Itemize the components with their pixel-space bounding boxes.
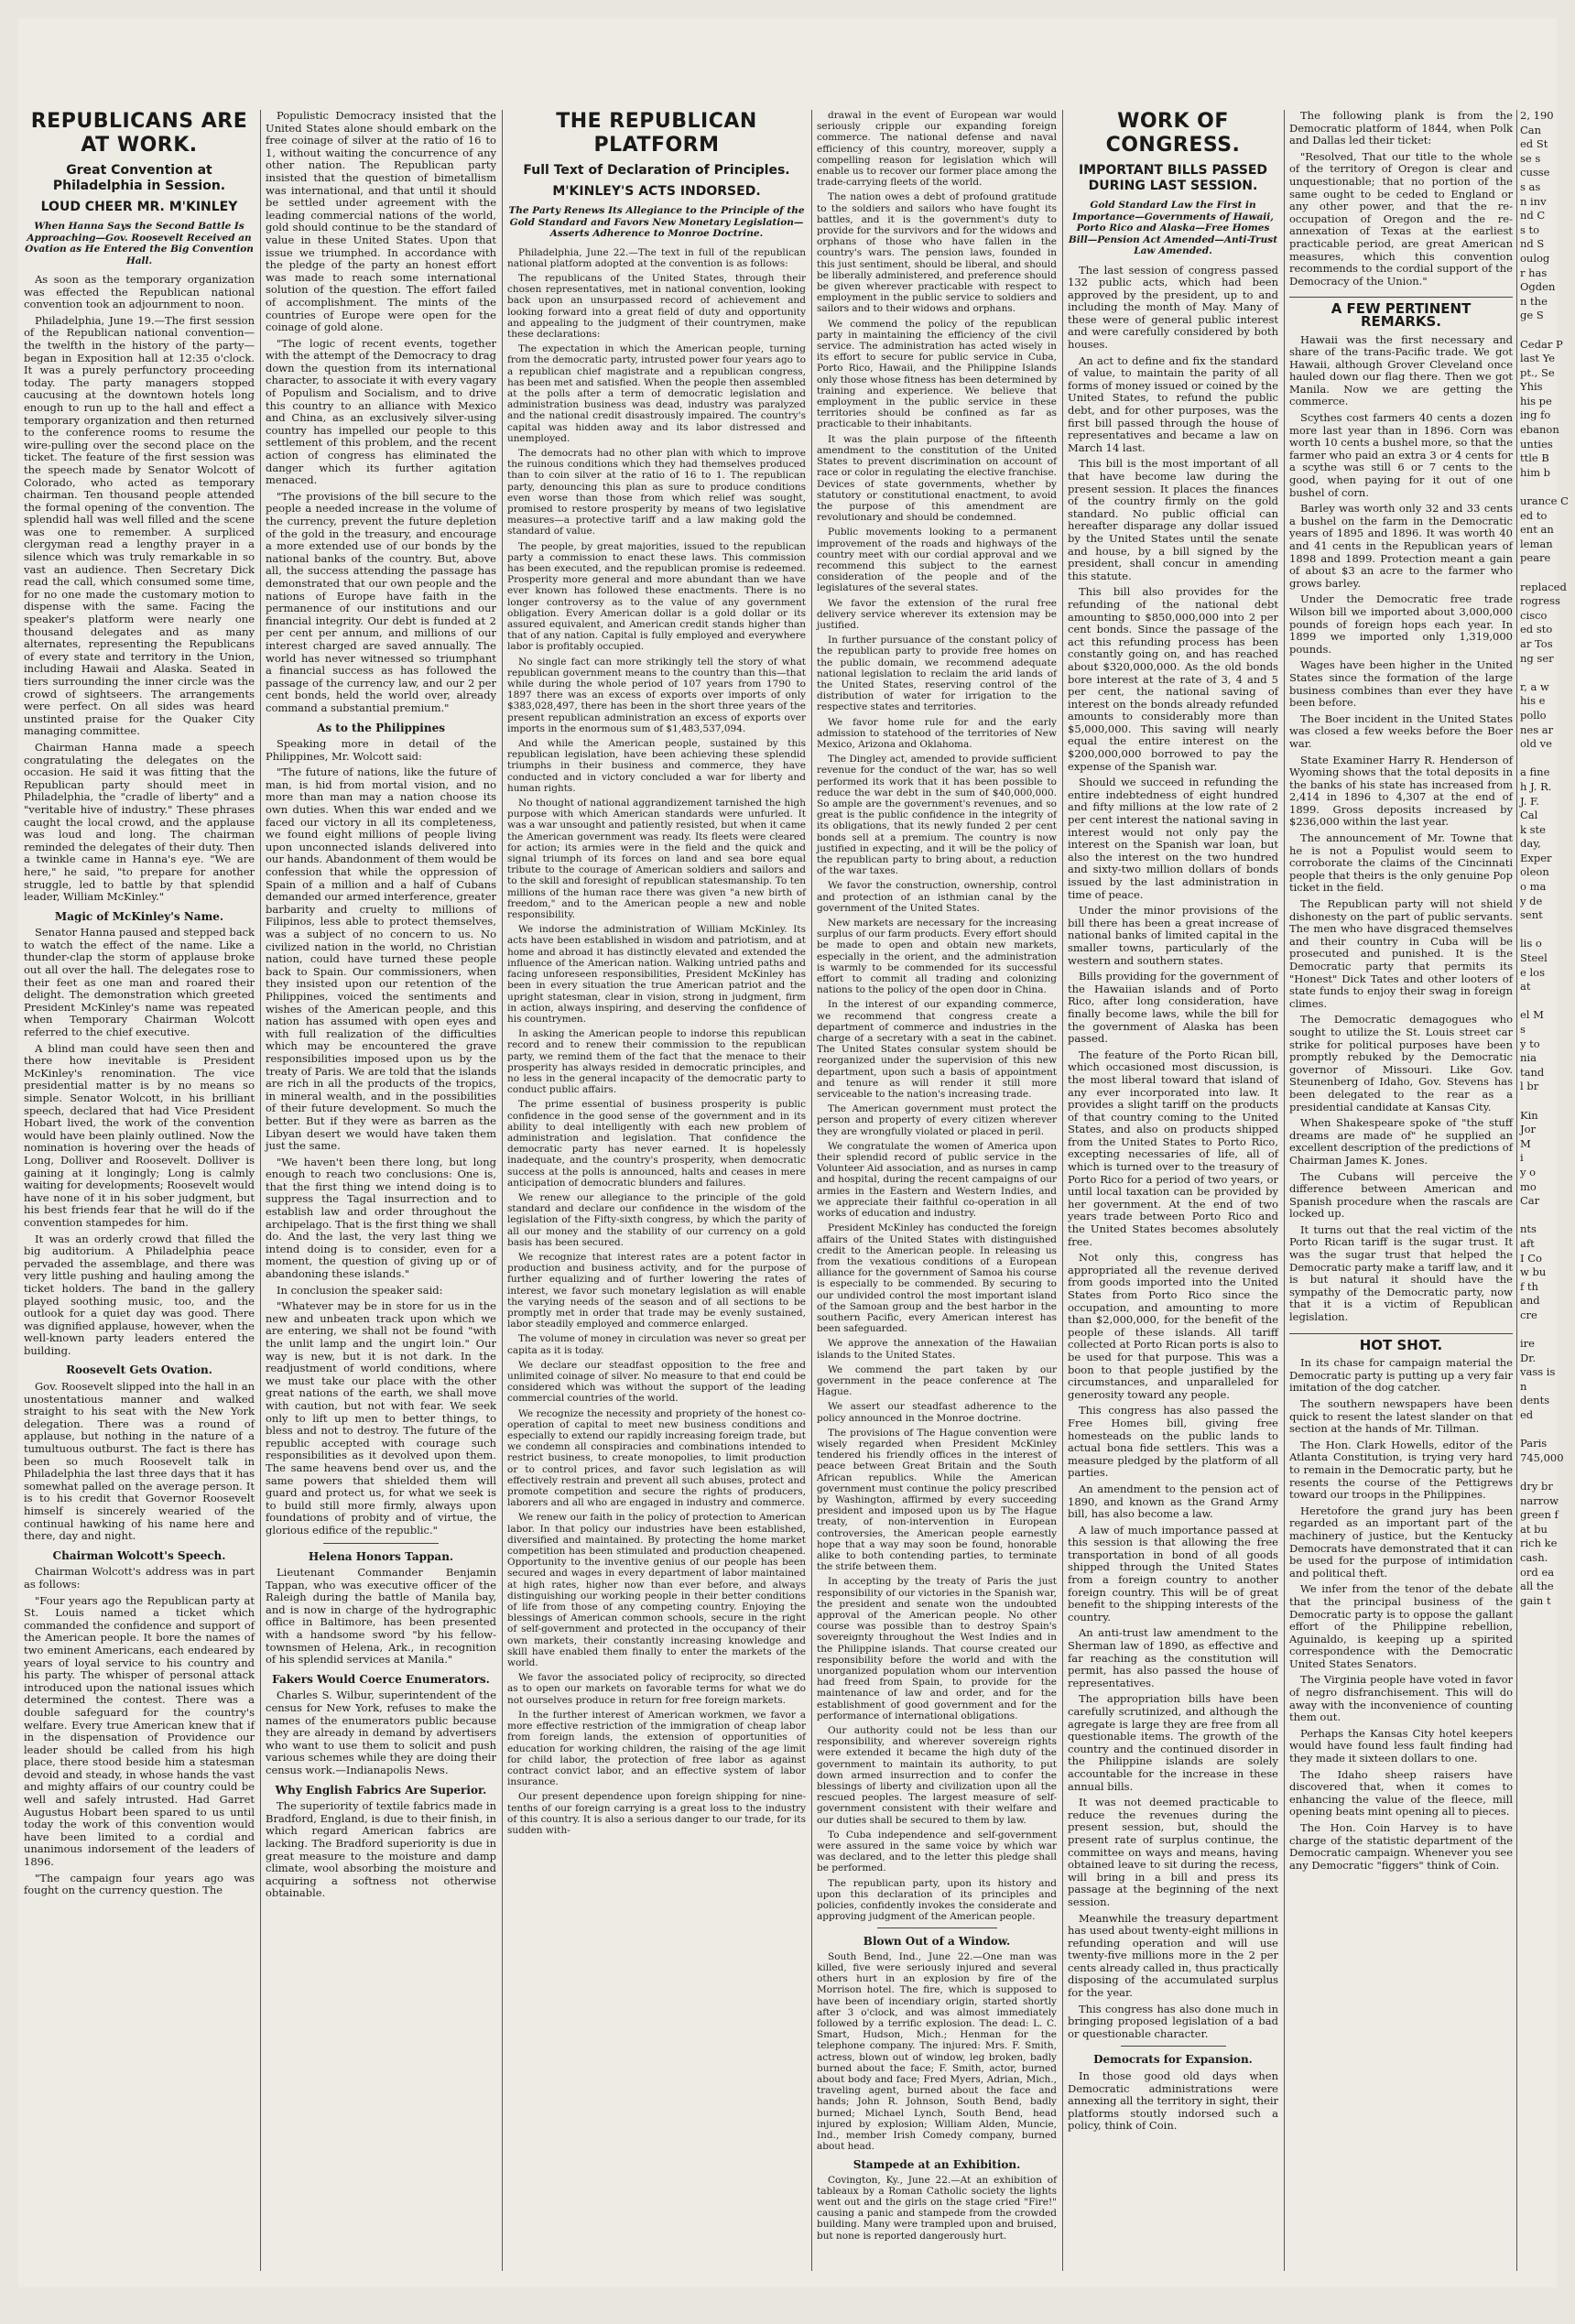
edge-line: n (1520, 1379, 1527, 1393)
article-paragraph: Populistic Democracy insisted that the United States alone should embark on the free coinage of silver at the ratio of 16 to 1, without waiting the concurrence of any other nation. The Republican party insisted that the question of bimetallism was international, and that until it should be settled under agreement with the leading commercial nations of the world, gold should continue to be the standard of value in these United States. Upon that issue we triumphed. In accordance with the pledge of the party an honest effort was made to reach some international solution of the question. The effort failed of accomplishment. The mints of the countries of Europe were open for the coinage of gold alone. (266, 109, 496, 334)
article-paragraph: Gov. Roosevelt slipped into the hall in an unostentatious manner and walked straight to his seat with the New York delegation. There was a round of applause, but nothing in the nature of a tumultuous outburst. The fact is there has been so much Roosevelt talk in Philadelphia the last three days that it has somewhat palled on the average person. It is to his credit that Governor Roosevelt himself is sincerely wearied of the continual hawking of his name here and there, day and night. (24, 1380, 255, 1543)
article-paragraph: "Whatever may be in store for us in the new and unbeaten track upon which we are entering, we shall not be found "with the unlit lamp and the ungirt loin." Our way is new, but it is not dark. In the readjustment of world conditions, where we must take our place with the other great nations of the earth, we shall move with caution, but not with fear. We seek only to lift up men to better things, to bless and not to destroy. The future of the republic accepted with courage such responsibilities as it devolved upon them. The same heavens bend over us, and the same powers that shielded them will guard and protect us, for what we seek is to build still more firmly, always upon foundations of probity and of virtue, the glorious edifice of the republic." (266, 1299, 496, 1537)
article-paragraph: The volume of money in circulation was never so great per capita as it is today. (507, 1333, 806, 1356)
article-paragraph: The prime essential of business prosperity is public confidence in the good sense of the government and in its ability to deal intelligently with each new problem of administration and legislation. That confidence the democratic party has never earned. It is hopelessly inadequate, and the country's prosperity, when democratic success at the polls is announced, halts and ceases in mere anticipation of democratic blunders and failures. (507, 1099, 806, 1189)
article-paragraph: In further pursuance of the constant policy of the republican party to provide free homes on the public domain, we recommend adequate national legislation to reclaim the arid lands of the United States, reserving control of the distribution of water for irrigation to the respective states and territories. (817, 635, 1057, 713)
article-paragraph: Chairman Hanna made a speech congratulating the delegates on the occasion. He said it was fitting that the Republican party should meet in Philadelphia, the "cradle of liberty" and a "veritable hive of industry." These phrases caught the local crowd, and the applause was loud and long. The chairman reminded the delegates of their duty. Then a twinkle came in Hanna's eye. "We are here," he said, "to prepare for another struggle, led to battle by that splendid leader, William McKinley." (24, 740, 255, 904)
edge-line: day, (1520, 837, 1541, 851)
article-paragraph: The feature of the Porto Rican bill, which occasioned most discussion, is the most liberal toward that island of any ever incorporated into law. It provides a slight tariff on the products of that country coming to the United States, and also on products shipped from the United States to Porto Rico, excepting necessaries of life, all of which is turned over to the treasury of Porto Rico for a period of two years, or until local taxation can be provided by her government. At the end of two years trade between Porto Rico and the United States becomes absolutely free. (1068, 1048, 1278, 1248)
edge-line: Yhis (1520, 380, 1543, 394)
subhead-mckinley-acts: M'KINLEY'S ACTS INDORSED. (552, 184, 761, 199)
edge-line (1520, 324, 1557, 337)
article-paragraph: The expectation in which the American people, turning from the democratic party, intrusted power four years ago to a republican chief magistrate and a republican congress, has been met and satisfied. When the people then assembled at the polls after a term of democratic legislation and administration business was dead, industry was paralyzed and the national credit disastrously impaired. The country's capital was hidden away and its labor distressed and unemployed. (507, 343, 806, 444)
edge-line: y to (1520, 1037, 1540, 1050)
article-paragraph: The people, by great majorities, issued to the republican party a commission to enact these laws. This commission has been executed, and the republican promise is redeemed. Prosperity more general and more abundant than we have ever known has followed these enactments. There is no longer controversy as to the value of any government obligation. Every American dollar is a gold dollar or its assured equivalent, and American credit stands higher than that of any nation. Capital is fully employed and everywhere labor is profitably occupied. (507, 540, 806, 653)
edge-line: n inv (1520, 194, 1547, 208)
article-paragraph: Philadelphia, June 22.—The text in full of the republican national platform adopted at the convention is as follows: (507, 246, 806, 269)
article-paragraph: "We haven't been there long, but long enough to reach two conclusions: One is, that the first thing we intend doing is to suppress the Tagal insurrection and to establish law and order throughout the archipelago. That is the first thing we shall do. And the last, the very last thing we intend doing is to consider, even for a moment, the question of giving up or of abandoning these islands." (266, 1155, 496, 1281)
column-republicans-at-work (24, 110, 255, 2271)
edge-line (1520, 1210, 1557, 1222)
edge-line: M (1520, 1136, 1531, 1150)
article-paragraph: It was the plain purpose of the fifteenth amendment to the constitution of the United States to prevent discrimination on account of race or color in regulating the elective franchise. Devices of state governments, whether by statutory or constitutional enactment, to avoid the purpose of this amendment are revolutionary and should be condemned. (817, 433, 1057, 524)
edge-line: tand (1520, 1065, 1545, 1079)
edge-line: s as (1520, 179, 1541, 193)
article-paragraph: In those good old days when Democratic administrations were annexing all the territory in sight, their platforms stoutly indorsed such a policy, think of Coin. (1068, 2069, 1278, 2133)
article-paragraph: Wages have been higher in the United States since the formation of the large business combines than ever they have been before. (1289, 658, 1513, 710)
headline-republicans-at-work: REPUBLICANS ARE AT WORK. (30, 110, 248, 157)
article-paragraph: We recognize the necessity and propriety of the honest co-operation of capital to meet new business conditions and especially to extend our rapidly increasing foreign trade, but we condemn all conspiracies and combinations intended to restrict business, to create monopolies, to limit production or to control prices, and favor such legislation as will effectively restrain and prevent all such abuses, protect and promote competition and secure the rights of producers, laborers and all who are engaged in industry and commerce. (507, 1407, 806, 1509)
article-paragraph: We renew our allegiance to the principle of the gold standard and declare our confidence in the wisdom of the legislation of the Fifty-sixth congress, by which the parity of all our money and the stability of our currency on a gold basis has been secured. (507, 1191, 806, 1248)
edge-line (1520, 1095, 1557, 1108)
edge-line: replaced (1520, 580, 1567, 593)
section-head: Fakers Would Coerce Enumerators. (272, 1672, 490, 1686)
section-head: Why English Fabrics Are Superior. (275, 1783, 487, 1797)
article-paragraph: Our present dependence upon foreign shipping for nine-tenths of our foreign carrying is a great loss to the industry of this country. It is also a serious danger to our trade, for its sudden with- (507, 1791, 806, 1836)
edge-line: pt., Se (1520, 365, 1555, 379)
edge-line: ord ea (1520, 1565, 1555, 1579)
edge-line: sent (1520, 908, 1543, 922)
article-paragraph: We favor home rule for and the early admission to statehood of the territories of New Mexico, Arizona and Oklahoma. (817, 716, 1057, 750)
subhead-cheer: LOUD CHEER MR. M'KINLEY (40, 200, 238, 214)
article-paragraph: Scythes cost farmers 40 cents a dozen more last year than in 1896. Corn was worth 10 cents a bushel more, so that the farmer who paid an extra 3 or 4 cents for a scythe was still 6 or 7 cents to the good, when paying for it out of one bushel of corn. (1289, 411, 1513, 499)
article-paragraph: Under the minor provisions of the bill there has been a great increase of national banks of limited capital in the smaller towns, particularly of the western and southern states. (1068, 904, 1278, 967)
edge-line: el M (1520, 1008, 1544, 1022)
article-paragraph: Public movements looking to a permanent improvement of the roads and highways of the country meet with our cordial approval and we recommend this subject to the earnest consideration of the people and of the legislatures of the several states. (817, 527, 1057, 594)
edge-line: o ma (1520, 880, 1547, 894)
article-paragraph: We favor the associated policy of reciprocity, so directed as to open our markets on favorable terms for what we do not ourselves produce in return for free foreign markets. (507, 1672, 806, 1706)
edge-line: f th (1520, 1279, 1538, 1293)
article-paragraph: We infer from the tenor of the debate that the principal business of the Democratic party is to oppose the gallant effort of the Philippine rebellion, Aguinaldo, is keeping up a spirited correspondence with the Democratic United States Senators. (1289, 1582, 1513, 1670)
article-paragraph: Chairman Wolcott's address was in part as follows: (24, 1565, 255, 1591)
edge-line: dents (1520, 1394, 1550, 1407)
edge-line: nia (1520, 1051, 1537, 1065)
edge-line: ent an (1520, 523, 1554, 537)
article-paragraph: We assert our steadfast adherence to the policy announced in the Monroe doctrine. (817, 1401, 1057, 1424)
edge-line: his pe (1520, 394, 1552, 407)
edge-line: Exper (1520, 851, 1552, 864)
edge-line: cisco (1520, 608, 1548, 622)
article-paragraph: The Boer incident in the United States was closed a few weeks before the Boer war. (1289, 711, 1513, 750)
edge-line: Car (1520, 1194, 1540, 1208)
edge-line: ire (1520, 1337, 1535, 1351)
section-head: Magic of McKinley's Name. (54, 909, 224, 923)
section-head: Stampede at an Exhibition. (853, 2158, 1021, 2172)
deck-gold-standard-law: Gold Standard Law the First in Importance—Governments of Hawaii, Porto Rico and Alaska—Free Homes Bill—Pension Act Amended—Anti-Trust Law Amended. (1068, 200, 1278, 256)
edge-line: ed sto (1520, 623, 1553, 636)
article-paragraph: The last session of congress passed 132 public acts, which had been approved by the president, up to and including the month of May. Many of these were of general public interest and were carefully considered by both houses. (1068, 263, 1278, 352)
article-paragraph: No thought of national aggrandizement tarnished the high purpose with which American standards were unfurled. It was a war unsought and patiently resisted, but when it came the American government was ready. Its fleets were cleared for action; its armies were in the field and the quick and signal triumph of its forces on land and sea bore equal tribute to the courage of American soldiers and sailors and to the skill and foresight of republican statesmanship. To ten millions of the human race there was given "a new birth of freedom," and to the American people a new and noble responsibility. (507, 798, 806, 921)
article-paragraph: A law of much importance passed at this session is that allowing the free transportation in bond of all goods shipped through the United States from a foreign country to another foreign country. This will be of great benefit to the shipping interests of the country. (1068, 1523, 1278, 1624)
edge-line: dry br (1520, 1480, 1553, 1493)
article-paragraph: We favor the construction, ownership, control and protection of an isthmian canal by the government of the United States. (817, 880, 1057, 914)
article-paragraph: "Four years ago the Republican party at St. Louis named a ticket which commanded the confidence and support of the American people. It bore the names of two eminent Americans, each endeared by years of loyal service to his country and his party. The whisper of personal attack introduced upon the national issues which determined the contest. There was a double safeguard for the country's welfare. Every true American knew that if in the dispensation of Providence our leader should be called from his high place, there stood beside him a statesman devoid and steady, in whose hands the vast and mighty affairs of our country could be well and safely intrusted. Had Garret Augustus Hobart been spared to us until today the work of this convention would have been limited to a cordial and unanimous indorsement of the leaders of 1896. (24, 1593, 255, 1869)
article-paragraph: The republican party, upon its history and upon this declaration of its principles and policies, confidently invokes the considerate and approving judgment of the American people. (817, 1877, 1057, 1923)
article-paragraph: The Virginia people have voted in favor of negro disfranchisement. This will do away with the inconvenience of counting them out. (1289, 1673, 1513, 1724)
deck-gold-standard: The Party Renews Its Allegiance to the Principle of the Gold Standard and Favors New Monetary Legislation—Asserts Adherence to Monroe Doctrine. (508, 205, 805, 239)
article-paragraph: "Resolved, That our title to the whole of the territory of Oregon is clear and unquestionable; that no portion of the same ought to be ceded to England or any other power, and that the re-occupation of Oregon and the re-annexation of Texas at the earliest practicable period, are great American measures, which this convention recommends to the cordial support of the Democracy of the Union." (1289, 149, 1513, 288)
edge-line: w bu (1520, 1265, 1547, 1279)
article-paragraph: Hawaii was the first necessary and share of the trans-Pacific trade. We got Hawaii, although Grover Cleveland once hauled down our flag there. Then we got Manila. Now we are getting the commerce. (1289, 332, 1513, 408)
article-paragraph: The Hon. Coin Harvey is to have charge of the statistic department of the Democratic campaign. Whenever you see any Democratic "figgers" think of Coin. (1289, 1821, 1513, 1872)
article-paragraph: We favor the extension of the rural free delivery service wherever its extension may be justified. (817, 597, 1057, 631)
edge-line: old ve (1520, 737, 1552, 751)
edge-line: Cedar P (1520, 337, 1563, 351)
section-head: Democrats for Expansion. (1093, 2053, 1253, 2067)
edge-line: last Ye (1520, 352, 1556, 365)
edge-line (1520, 667, 1557, 679)
article-paragraph: In the interest of our expanding commerce, we recommend that congress create a department of commerce and industries in the charge of a secretary with a seat in the cabinet. The United States consular system should be reorganized under the supervision of this new department, upon such a basis of appointment and tenure as will render it still more serviceable to the nation's increasing trade. (817, 999, 1057, 1101)
article-paragraph: We indorse the administration of William McKinley. Its acts have been established in wisdom and patriotism, and at home and abroad it has distinctly elevated and extended the influence of the American nation. Walking untried paths and facing unforeseen responsibilities, President McKinley has been in every situation the true American patriot and the upright statesman, clear in vision, strong in judgment, firm in action, always inspiring, and deserving the confidence of his countrymen. (507, 924, 806, 1025)
article-paragraph: Perhaps the Kansas City hotel keepers would have found less fault finding had they made it sixteen dollars to one. (1289, 1726, 1513, 1765)
edge-line: lis o (1520, 937, 1542, 950)
edge-line (1520, 567, 1557, 580)
column-work-of-congress (1068, 110, 1278, 2271)
edge-line: urance C (1520, 494, 1569, 508)
section-head: Chairman Wolcott's Speech. (52, 1548, 226, 1562)
edge-line: Steel (1520, 951, 1548, 965)
article-paragraph: Senator Hanna paused and stepped back to watch the effect of the name. Like a thunder-clap the storm of applause broke out all over the hall. The delegates rose to their feet as one man and roared their delight. The demonstration which greeted President McKinley's name was repeated when Temporary Chairman Wolcott referred to the chief executive. (24, 926, 255, 1039)
edge-line: him b (1520, 465, 1551, 479)
article-paragraph: "The logic of recent events, together with the attempt of the Democracy to drag down the question from its international character, to associate it with every vagary of Populism and Socialism, and to drive this country to an alliance with Mexico and China, as an exclusively silver-using country has impelled our people to this settlement of this problem, and the recent action of congress has eliminated the danger which its further agitation menaced. (266, 336, 496, 487)
article-paragraph: It was not deemed practicable to reduce the revenues during the present session, but, should the present rate of surplus continue, the committee on ways and means, having obtained leave to sit during the recess, will bring in a bill and press its passage at the beginning of the next session. (1068, 1796, 1278, 1908)
edge-line: at (1520, 980, 1531, 994)
edge-line: s to (1520, 223, 1540, 236)
edge-line: his e (1520, 694, 1546, 708)
edge-line: ed (1520, 1408, 1534, 1422)
article-paragraph: The Cubans will perceive the difference between American and Spanish procedure when the rascals are locked up. (1289, 1169, 1513, 1221)
edge-line: s (1520, 1023, 1526, 1036)
article-paragraph: The nation owes a debt of profound gratitude to the soldiers and sailors who have fought its battles, and it is the government's duty to provide for the survivors and for the widows and orphans of those who have fallen in the country's wars. The pension laws, founded in this just sentiment, should be liberal, and should be liberally administered, and preference should be given wherever practicable with respect to employment in the public service to soldiers and sailors and to their widows and orphans. (817, 191, 1057, 315)
edge-line: nd S (1520, 237, 1545, 251)
column-platform-continued (817, 110, 1057, 2271)
edge-line: h J. R. (1520, 779, 1552, 793)
edge-line: aft (1520, 1236, 1535, 1250)
edge-line: green f (1520, 1508, 1559, 1522)
article-paragraph: We renew our faith in the policy of protection to American labor. In that policy our industries have been established, diversified and maintained. By protecting the home market competition has been stimulated and production cheapened. Opportunity to the inventive genius of our people has been secured and wages in every department of labor maintained at high rates, higher now than ever before, and always distinguishing our working people in their better conditions of life from those of any competing country. Enjoying the blessings of American common schools, secure in the right of self-government and protected in the occupancy of their own markets, their constantly increasing knowledge and skill have enabled them finally to enter the markets of the world. (507, 1512, 806, 1669)
column-rule (1516, 110, 1517, 2271)
edge-line: oulog (1520, 251, 1550, 265)
article-paragraph: A blind man could have seen then and there how inevitable is President McKinley's renomination. The vice presidential matter is by no means so simple. Senator Wolcott, in his brilliant speech, declared that had Vice President Hobart lived, the work of the convention would have been plainly outlined. Now the nomination is hovering over the heads of Long, Dolliver and Roosevelt. Dolliver is gaining at it longingly; Long is calmly waiting for developments; Roosevelt would have none of it in his sober judgment, but his best friends fear that he will do if the convention stampedes for him. (24, 1041, 255, 1229)
edge-line: ed to (1520, 508, 1548, 522)
article-paragraph: In conclusion the speaker said: (277, 1283, 443, 1297)
subhead-full-text: Full Text of Declaration of Principles. (523, 163, 790, 178)
edge-line: 745,000 (1520, 1450, 1564, 1464)
section-head-hot-shot: HOT SHOT. (1289, 1333, 1513, 1352)
section-head: Helena Honors Tappan. (308, 1549, 454, 1563)
section-head: Roosevelt Gets Ovation. (66, 1363, 212, 1377)
article-paragraph: Our authority could not be less than our responsibility, and wherever sovereign rights were extended it became the high duty of the government to maintain its authority, to put down armed insurrection and to confer the blessings of liberty and civilization upon all the rescued peoples. The largest measure of self-government consistent with their welfare and our duties shall be secured to them by law. (817, 1725, 1057, 1826)
article-paragraph: "The campaign four years ago was fought on the currency question. The (24, 1871, 255, 1897)
article-paragraph: South Bend, Ind., June 22.—One man was killed, five were seriously injured and several others hurt in an explosion by fire of the Morrison hotel. The fire, which is supposed to have been of incendiary origin, started shortly after 3 o'clock, and was almost immediately followed by a terrific explosion. The dead: L. C. Smart, Hudson, Mich.; Henman for the telephone company. The injured: Mrs. F. Smith, actress, blown out of window, leg broken, badly burned about the face; F. Smith, actor, burned about body and face; Fred Myers, Adrian, Mich., traveling agent, burned about the face and hands; John R. Johnson, South Bend, badly burned; Michael Lynch, South Bend, head injured by explosion; William Alden, Muncie, Ind., member Irish Comedy company, burned about head. (817, 1950, 1057, 2153)
article-paragraph: When Shakespeare spoke of "the stuff dreams are made of" he supplied an excellent description of the predictions of Chairman James K. Jones. (1289, 1116, 1513, 1167)
article-paragraph: The provisions of The Hague convention were wisely regarded when President McKinley tendered his friendly offices in the interest of peace between Great Britain and the South African republics. While the American government must continue the policy prescribed by Washington, affirmed by every succeeding president and imposed upon us by The Hague treaty, of non-intervention in European controversies, the American people earnestly hope that a way may soon be found, honorable alike to both contending parties, to terminate the strife between them. (817, 1427, 1057, 1573)
column-rule (811, 110, 812, 2271)
article-paragraph: Bills providing for the government of the Hawaiian islands and of Porto Rico, after long consideration, have finally become laws, while the bill for the government of Alaska has been passed. (1068, 970, 1278, 1046)
article-paragraph: Heretofore the grand jury has been regarded as an important part of the machinery of justice, but the Kentucky Democrats have demonstrated that it can be used for the purpose of intimidation and political theft. (1289, 1504, 1513, 1580)
article-paragraph: Barley was worth only 32 and 33 cents a bushel on the farm in the Democratic years of 1895 and 1896. It was worth 40 and 41 cents in the Republican years of 1898 and 1899. Protection meant a gain of about $3 an acre to the farmer who grows barley. (1289, 502, 1513, 590)
article-paragraph: We recognize that interest rates are a potent factor in production and business activity, and for the purpose of further equalizing and of further lowering the rates of interest, we favor such monetary legislation as will enable the varying needs of the season and of all sections to be promptly met in order that trade may be evenly sustained, labor steadily employed and commerce enlarged. (507, 1251, 806, 1330)
article-paragraph: The Republican party will not shield dishonesty on the part of public servants. The men who have disgraced themselves and their country in Cuba will be prosecuted and punished. It is the Democratic party that permits its "Honest" Dick Tates and other looters of state funds to enjoy their swag in foreign climes. (1289, 897, 1513, 1010)
divider (1121, 2046, 1226, 2047)
article-paragraph: Philadelphia, June 19.—The first session of the Republican national convention—the twelfth in the history of the party—began in Exposition hall at 12:35 o'clock. It was a purely perfunctory proceeding today. The party managers stopped caucusing at the downtown hotels long enough to run up to the hall and effect a temporary organization and then returned to the conference rooms to resume the wire-pulling over the second place on the ticket. The feature of the first session was the speech made by Senator Wolcott of Colorado, who acted as temporary chairman. Ten thousand people attended the formal opening of the convention. The splendid hall was well filled and the scene was one to remember. A surpliced clergyman read a lengthy prayer in a silence which was truly remarkable in so vast an audience. Then Secretary Dick read the call, which consumed some time, for no one made the customary motion to dispense with the same. Facing the speaker's platform were nearly one thousand delegates and as many alternates, representing the Republicans of every state and territory in the Union, including Hawaii and Alaska. Seated in tiers surrounding the inner circle was the crowd of sightseers. The arrangements were perfect. On all sides was heard unstinted praise for the Quaker City managing committee. (24, 313, 255, 738)
edge-line: i (1520, 1151, 1524, 1165)
edge-line: nd C (1520, 209, 1546, 223)
article-paragraph: The democrats had no other plan with which to improve the ruinous conditions which they had themselves produced than to coin silver at the ratio of 16 to 1. The republican party, denouncing this plan as sure to produce conditions even worse than those from which relief was sought, promised to restore prosperity by means of two legislative measures—a protective tariff and a law making gold the standard of value. (507, 447, 806, 538)
edge-line: ar Tos (1520, 636, 1553, 650)
column-rule (502, 110, 503, 2271)
article-paragraph: New markets are necessary for the increasing surplus of our farm products. Every effort should be made to open and obtain new markets, especially in the orient, and the administration is warmly to be commended for its successful effort to commit all trading and colonizing nations to the policy of the open door in China. (817, 918, 1057, 996)
article-paragraph: This bill is the most important of all that have become law during the present session. It places the finances of the country firmly on the gold standard. No public official can hereafter disparage any dollar issued by the United States until the senate and house, by a bill signed by the president, shall concur in amending this statute. (1068, 457, 1278, 582)
article-paragraph: We congratulate the women of America upon their splendid record of public service in the Volunteer Aid association, and as nurses in camp and hospital, during the recent campaigns of our armies in the Eastern and Western Indies, and we appreciate their faithful co-operation in all works of education and industry. (817, 1140, 1057, 1220)
column-pertinent-remarks (1289, 110, 1513, 2271)
edge-line: cash. (1520, 1550, 1548, 1564)
edge-line: cre (1520, 1308, 1537, 1321)
article-paragraph: We declare our steadfast opposition to the free and unlimited coinage of silver. No measure to that end could be considered which was without the support of the leading commercial countries of the world. (507, 1359, 806, 1405)
article-paragraph: The announcement of Mr. Towne that he is not a Populist would seem to corroborate the claims of the Cincinnati people that theirs is the only genuine Pop ticket in the field. (1289, 831, 1513, 895)
article-paragraph: Charles S. Wilbur, superintendent of the census for New York, refuses to make the names of the enumerators public because they are already in demand by advertisers who want to use them to solicit and push various schemes while they are doing their census work.—Indianapolis News. (266, 1689, 496, 1776)
edge-line: rogress (1520, 594, 1560, 608)
edge-line: Dr. (1520, 1351, 1537, 1364)
article-paragraph: An anti-trust law amendment to the Sherman law of 1890, as effective and far reaching as the constitution will permit, has also passed the house of representatives. (1068, 1626, 1278, 1689)
edge-line: Kin (1520, 1108, 1538, 1122)
column-republican-platform (507, 110, 806, 2271)
edge-line: a fine (1520, 766, 1550, 779)
article-paragraph: We commend the part taken by our government in the peace conference at The Hague. (817, 1363, 1057, 1398)
article-paragraph: This congress has also passed the Free Homes bill, giving free homesteads on the public lands to actual bona fide settlers. This was a measure pledged by the platform of all parties. (1068, 1404, 1278, 1480)
edge-line (1520, 995, 1557, 1008)
edge-line: and (1520, 1294, 1540, 1308)
edge-line: ing fo (1520, 408, 1551, 422)
article-paragraph: Speaking more in detail of the Philippines, Mr. Wolcott said: (266, 737, 496, 763)
article-paragraph: In the further interest of American workmen, we favor a more effective restriction of the immigration of cheap labor from foreign lands, the extension of opportunities of education for working children, the raising of the age limit for child labor, the protection of free labor as against contract convict labor, and an effective system of labor insurance. (507, 1709, 806, 1788)
article-paragraph: The superiority of textile fabrics made in Bradford, England, is due to their finish, in which regard American fabrics are lacking. The Bradford superiority is due in great measure to the moisture and damp climate, wool absorbing the moisture and acquiring a softness not otherwise obtainable. (266, 1799, 496, 1900)
edge-line: gain t (1520, 1593, 1551, 1607)
article-paragraph: Should we succeed in refunding the entire indebtedness of eight hundred and fifty millions at the low rate of 2 per cent interest the national saving in interest would not only pay the interest on the Spanish war loan, but also the interest on the two hundred and sixty-two million dollars of bonds issued by the last administration in time of peace. (1068, 776, 1278, 901)
edge-line: ttle B (1520, 451, 1549, 465)
article-paragraph: In its chase for campaign material the Democratic party is putting up a very fair imitation of the dog catcher. (1289, 1356, 1513, 1395)
edge-line: ge S (1520, 309, 1544, 322)
article-paragraph: We commend the policy of the republican party in maintaining the efficiency of the civil service. The administration has acted wisely in its effort to secure for public service in Cuba, Porto Rico, Hawaii, and the Philippine Islands only those whose fitness has been determined by training and experience. We believe that employment in the public service in these territories should be confined as far as practicable to their inhabitants. (817, 318, 1057, 430)
article-paragraph: To Cuba independence and self-government were assured in the same voice by which war was declared, and to the letter this pledge shall be performed. (817, 1829, 1057, 1874)
edge-line: se s (1520, 151, 1541, 165)
edge-line: Jor (1520, 1123, 1537, 1136)
edge-line (1520, 1323, 1557, 1336)
article-paragraph: An act to define and fix the standard of value, to maintain the parity of all forms of money issued or coined by the United States, to refund the public debt, and for other purposes, was the first bill passed through the house of representatives and became a law on March 14 last. (1068, 353, 1278, 454)
edge-line: Can (1520, 123, 1542, 136)
article-paragraph: We approve the annexation of the Hawaiian islands to the United States. (817, 1338, 1057, 1361)
article-paragraph: The American government must protect the person and property of every citizen wherever they are wrongfully violated or placed in peril. (817, 1103, 1057, 1137)
edge-line: r has (1520, 266, 1548, 279)
article-paragraph: Not only this, congress has appropriated all the revenue derived from goods imported into the United States from Porto Rico since the occupation, and amounting to more than $2,000,000, for the benefit of the people of these islands. All tariff collected at Porto Rican ports is also to be used for that purpose. This was a boon to that people justified by the circumstances, and unparalleled for generosity toward any people. (1068, 1251, 1278, 1401)
edge-line: 2, 190 (1520, 109, 1554, 122)
column-rule (1062, 110, 1063, 2271)
headline-republican-platform: THE REPUBLICAN PLATFORM (556, 110, 757, 157)
divider (323, 1543, 439, 1544)
article-paragraph: Lieutenant Commander Benjamin Tappan, who was executive officer of the Raleigh during the battle of Manila bay, and is now in charge of the hydrographic office in Baltimore, has been presented with a handsome sword "by his fellow-townsmen of Helena, Ark., in recognition of his splendid services at Manila." (266, 1566, 496, 1667)
edge-line: peare (1520, 551, 1551, 565)
article-paragraph: In accepting by the treaty of Paris the just responsibility of our victories in the Spanish war, the president and senate won the undoubted approval of the American people. No other course was possible than to destroy Spain's sovereignty throughout the West Indies and in the Philippine islands. That course created our responsibility before the world and with the unorganized population whom our intervention had freed from Spain, to provide for the maintenance of law and order, and for the establishment of good government and for the performance of international obligations. (817, 1576, 1057, 1721)
newspaper-page (18, 18, 1569, 2287)
edge-line (1520, 753, 1557, 766)
article-paragraph: And while the American people, sustained by this republican legislation, have been achieving these splendid triumphs in their business and commerce, they have conducted and in victory concluded a war for liberty and human rights. (507, 738, 806, 794)
edge-line: mo (1520, 1179, 1537, 1193)
article-paragraph: The Hon. Clark Howells, editor of the Atlanta Constitution, is trying very hard to remain in the Democratic party, but he resents the course of the Pettigrews toward our troops in the Philippines. (1289, 1438, 1513, 1502)
edge-line: vass is (1520, 1365, 1556, 1379)
edge-line: Paris (1520, 1437, 1548, 1450)
article-paragraph: This bill also provides for the refunding of the national debt amounting to $850,000,000 into 2 per cent bonds. Since the passage of the act this refunding process has been constantly going on, and has reached about $320,000,000. As the old bonds bore interest at the rate of 3, 4 and 5 per cent, the national saving of interest on the bonds already refunded amounts to considerably more than $5,000,000. This saving will nearly equal the entire interest on the $200,000,000 borrowed to pay the expense of the Spanish war. (1068, 585, 1278, 773)
edge-line: ebanon (1520, 423, 1559, 437)
edge-line: r, a w (1520, 679, 1549, 693)
edge-line: narrow (1520, 1493, 1559, 1507)
edge-line (1520, 1466, 1557, 1479)
article-paragraph: Covington, Ky., June 22.—At an exhibition of tableaux by a Roman Catholic society the lights went out and the girls on the stage cried "Fire!" causing a panic and stampede from the crowded building. Many were trampled upon and bruised, but none is reported dangerously hurt. (817, 2174, 1057, 2242)
subhead-important-bills: IMPORTANT BILLS PASSED DURING LAST SESSION. (1078, 163, 1268, 193)
edge-line: ng ser (1520, 651, 1554, 665)
column-rule (1284, 110, 1285, 2271)
edge-line: nts (1520, 1222, 1537, 1236)
article-paragraph: State Examiner Harry R. Henderson of Wyoming shows that the total deposits in the banks of his state has increased from 2,414 in 1896 to 4,307 at the end of 1899. Gross deposits increased by $236,000 within the last year. (1289, 753, 1513, 829)
article-paragraph: "The provisions of the bill secure to the people a needed increase in the volume of the currency, prevent the future depletion of the gold in the treasury, and encourage a more extended use of our bonds by the national banks of the country. But, above all, the success attending the passage has demonstrated that our own people and the nations of Europe have faith in the permanence of our institutions and our financial integrity. Our debt is funded at 2 per cent per annum, and millions of our interest charged are saved annually. The world has never witnessed so triumphant a financial success as has followed the passage of the currency law, and our 2 per cent bonds, held the world over, already command a substantial premium." (266, 489, 496, 714)
article-paragraph: The Idaho sheep raisers have discovered that, when it comes to enhancing the value of the fleece, mill opening beats mint opening all to pieces. (1289, 1767, 1513, 1819)
edge-line: ed St (1520, 137, 1548, 151)
column-wolcott-speech (266, 110, 496, 2271)
article-paragraph: The appropriation bills have been carefully scrutinized, and although the agregate is large they are free from all questionable items. The growth of the country and the continued disorder in the Philippine islands are solely accountable for the increase in these annual bills. (1068, 1692, 1278, 1793)
headline-work-of-congress: WORK OF CONGRESS. (1105, 110, 1241, 157)
article-paragraph: President McKinley has conducted the foreign affairs of the United States with distinguished credit to the American people. In releasing us from the vexatious conditions of a European alliance for the government of Samoa his course is especially to be commended. By securing to our undivided control the most important island of the Samoan group and the best harbor in the southern Pacific, every American interest has been safeguarded. (817, 1222, 1057, 1335)
edge-line: J. F. (1520, 794, 1539, 808)
article-paragraph: Under the Democratic free trade Wilson bill we imported about 3,000,000 pounds of foreign hops each year. In 1899 we imported only 1,319,000 pounds. (1289, 592, 1513, 656)
article-paragraph: The Democratic demagogues who sought to utilize the St. Louis street car strike for political purposes have been promptly rebuked by the Democratic governor of Missouri. Like Gov. Steunenberg of Idaho, Gov. Stevens has been delegated to the rear as a presidential candidate at Kansas City. (1289, 1013, 1513, 1113)
article-paragraph: It was an orderly crowd that filled the big auditorium. A Philadelphia peace pervaded the assemblage, and there was very little pushing and hauling among the ticket holders. The band in the gallery played soothing music, too, and the outlook for a quiet day was good. There was dignified applause, however, when the well-known party leaders entered the building. (24, 1232, 255, 1357)
section-head: As to the Philippines (317, 721, 445, 734)
section-head: Blown Out of a Window. (863, 1935, 1011, 1949)
edge-line (1520, 924, 1557, 937)
article-paragraph: No single fact can more strikingly tell the story of what republican government means to the country than this—that while during the whole period of 107 years from 1790 to 1897 there was an excess of exports over imports of only $383,028,497, there has been in the short three years of the present republican administration an excess of exports over imports in the enormous sum of $1,483,537,094. (507, 656, 806, 734)
edge-line: all the (1520, 1580, 1554, 1593)
article-paragraph: The Dingley act, amended to provide sufficient revenue for the conduct of the war, has so well performed its work that it has been possible to reduce the war debt in the sum of $40,000,000. So ample are the government's revenues, and so great is the public confidence in the integrity of its obligations, that its newly funded 2 per cent bonds sell at a premium. The country is now justified in expecting, and it will be the policy of the republican party to bring about, a reduction of the war taxes. (817, 754, 1057, 877)
edge-line: at bu (1520, 1522, 1548, 1536)
article-paragraph: Meanwhile the treasury department has used about twenty-eight millions in refunding operation and will use twenty-five millions more in the 2 per cents already called in, thus practically disposing of the accumulated surplus for the year. (1068, 1911, 1278, 2000)
column-rule (260, 110, 261, 2271)
edge-line (1520, 1424, 1557, 1437)
edge-line: I Co (1520, 1251, 1542, 1265)
edge-line: e los (1520, 965, 1545, 979)
article-paragraph: The following plank is from the Democratic platform of 1844, when Polk and Dallas led their ticket: (1289, 109, 1513, 147)
subhead-convention: Great Convention at Philadelphia in Session. (52, 163, 226, 193)
article-paragraph: An amendment to the pension act of 1890, and known as the Grand Army bill, has also become a law. (1068, 1482, 1278, 1521)
edge-line: y o (1520, 1165, 1537, 1178)
edge-line: y de (1520, 894, 1543, 907)
edge-line: leman (1520, 537, 1553, 550)
article-paragraph: As soon as the temporary organization was effected the Republican national convention took an adjournment to noon. (24, 273, 255, 311)
edge-line (1520, 481, 1557, 494)
edge-line: rich ke (1520, 1537, 1558, 1550)
edge-line: Cal (1520, 809, 1538, 822)
edge-line: unties (1520, 437, 1553, 451)
edge-line: nes ar (1520, 722, 1554, 736)
edge-line: n the (1520, 294, 1548, 308)
article-paragraph: drawal in the event of European war would seriously cripple our expanding foreign commerce. The national defense and naval efficiency of this country, moreover, supply a compelling reason for legislation which will enable us to recover our former place among the trade-carrying fleets of the world. (817, 110, 1057, 189)
article-paragraph: In asking the American people to indorse this republican record and to renew their commission to the republican party, we remind them of the fact that the menace to their prosperity has always resided in democratic principles, and no less in the general incapacity of the democratic party to conduct public affairs. (507, 1028, 806, 1096)
edge-line: oleon (1520, 865, 1549, 879)
edge-line: Ogden (1520, 280, 1556, 294)
edge-line: l br (1520, 1080, 1539, 1093)
article-paragraph: This congress has also done much in bringing proposed legislation of a bad or questionable character. (1068, 2002, 1278, 2040)
cropped-edge-column (1520, 109, 1569, 2271)
deck-hanna: When Hanna Says the Second Battle Is Approaching—Gov. Roosevelt Received an Ovation as He Entered the Big Convention Hall. (25, 221, 254, 266)
article-paragraph: The southern newspapers have been quick to resent the latest slander on that section at the hands of Mr. Tillman. (1289, 1397, 1513, 1436)
edge-line: pollo (1520, 708, 1547, 722)
section-head-pertinent-remarks: A FEW PERTINENT REMARKS. (1289, 297, 1513, 328)
edge-line: k ste (1520, 822, 1546, 836)
article-paragraph: The republicans of the United States, through their chosen representatives, met in national convention, looking back upon an unsurpassed record of achievement and looking forward into a great field of duty and opportunity and appealing to the judgment of their countrymen, make these declarations: (507, 272, 806, 340)
edge-line: cusse (1520, 166, 1550, 179)
article-paragraph: It turns out that the real victim of the Porto Rican tariff is the sugar trust. It was the sugar trust that helped the Democratic party make a tariff law, and it is but natural it should have the sympathy of the Democratic party, now that it is a victim of Republican legislation. (1289, 1222, 1513, 1324)
article-paragraph: "The future of nations, like the future of man, is hid from mortal vision, and no more than man may a nation choose its own duties. When this war ended and we faced our victory in all its completeness, we found eight millions of people living upon unconnected islands delivered into our hands. Abandonment of them would be confession that while the oppression of Spain of a million and a half of Cubans demanded our armed interference, greater barbarity and cruelty to millions of Filipinos, less able to protect themselves, was a subject of no concern to us. No civilized nation in the world, no Christian nation, could have turned these people back to Spain. Our commissioners, when they insisted upon our retention of the Philippines, voiced the sentiments and wishes of the American people, and this nation has assumed with open eyes and with full realization of the difficulties which may be encountered the grave responsibilities imposed upon us by the treaty of Paris. We are told that the islands are rich in all the products of the tropics, in mineral wealth, and in the possibilities of their future development. So much the better. But if they were as barren as the Libyan desert we would have taken them just the same. (266, 766, 497, 1153)
